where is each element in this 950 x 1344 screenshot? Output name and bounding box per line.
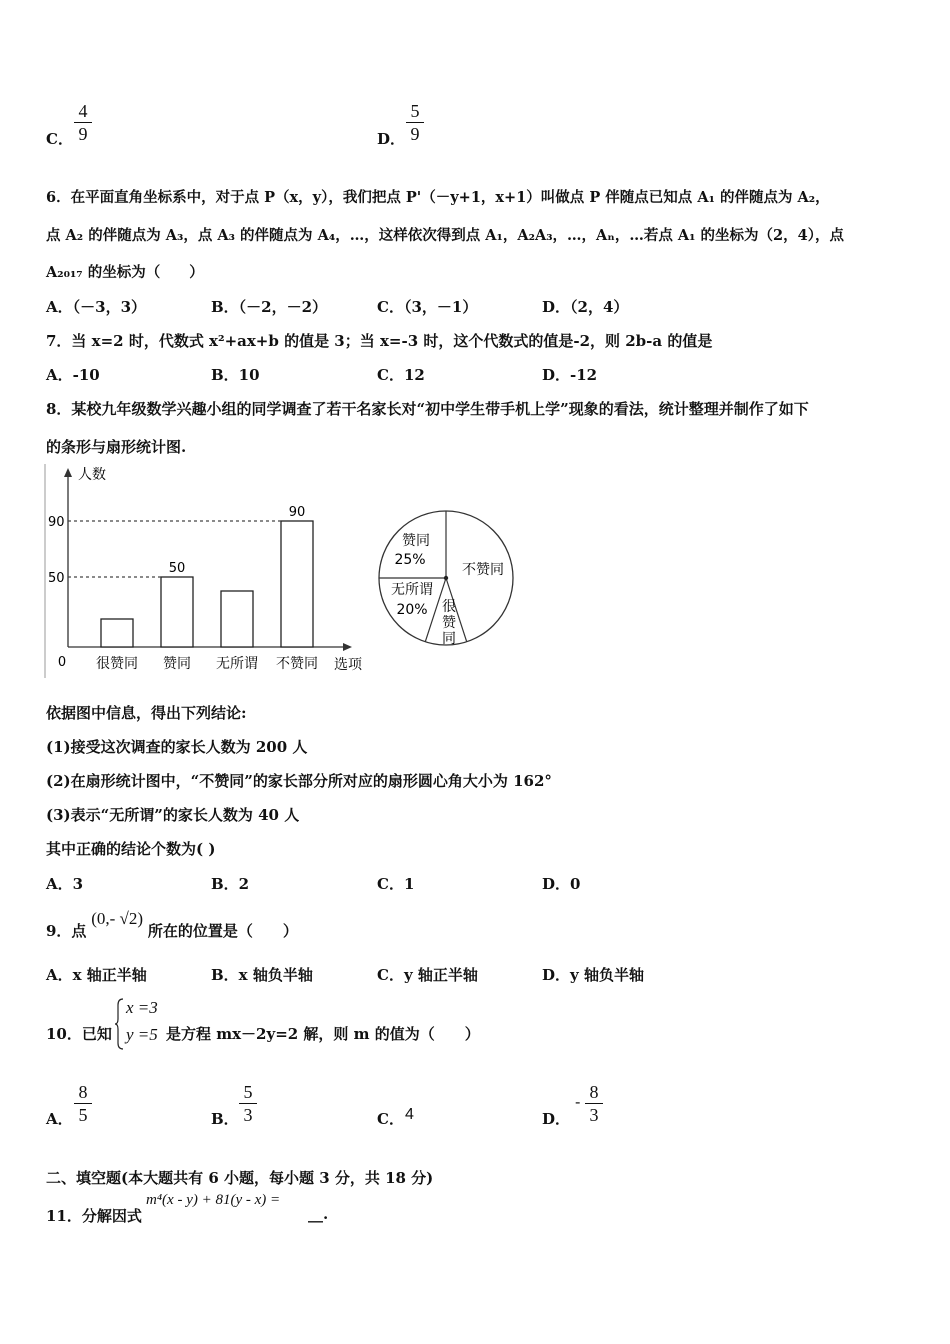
q6-line-2: 点 A₂ 的伴随点为 A₃，点 A₃ 的伴随点为 A₄，…，这样依次得到点 A₁，A₂A₃，…，Aₙ，…若点 A₁ 的坐标为（2，4），点 <box>46 227 844 244</box>
pie-chart <box>372 505 518 651</box>
q8-conclusion-1: (1)接受这次调查的家长人数为 200 人 <box>46 738 308 756</box>
q8-line-2: 的条形与扇形统计图. <box>46 438 187 456</box>
q7-text: 7．当 x=2 时，代数式 x²+ax+b 的值是 3；当 x=-3 时，这个代数式的值是-2，则 2b-a 的值是 <box>46 332 713 350</box>
q8-ask: 其中正确的结论个数为( ) <box>46 840 216 858</box>
bar-data-label: 90 <box>288 505 306 520</box>
q9-option-a: A．x 轴正半轴 <box>46 966 147 984</box>
pie-percent-wusuowei: 20% <box>396 602 428 618</box>
q9-suffix: 所在的位置是（ ） <box>147 922 298 940</box>
x-tick-label: 赞同 <box>163 656 191 672</box>
bar-赞同 <box>161 577 193 647</box>
option-label: A． <box>46 1110 73 1128</box>
q10-prefix: 10．已知 <box>46 1025 112 1043</box>
pie-percent-zantong: 25% <box>394 552 426 568</box>
fraction-numerator: 4 <box>78 101 88 121</box>
pie-center-dot <box>444 576 448 580</box>
q9-option-c: C．y 轴正半轴 <box>377 966 478 984</box>
q6-option-a: A．（－3，3） <box>46 298 147 316</box>
q11-answer-blank: __. <box>308 1205 329 1223</box>
q6-option-c: C．（3，－1） <box>377 298 478 316</box>
fraction <box>406 101 424 144</box>
q9-point: (0,- √2) <box>91 909 144 928</box>
fraction-denominator: 3 <box>589 1105 599 1125</box>
q6-line-3: A₂₀₁₇ 的坐标为（ ） <box>46 264 204 281</box>
x-axis-arrow <box>343 643 352 651</box>
q7-option-b: B．10 <box>211 366 260 384</box>
q7-option-a: A．-10 <box>46 366 100 384</box>
system-eq-2: y =5 <box>126 1025 158 1044</box>
x-tick-label: 无所谓 <box>216 656 258 672</box>
bar-无所谓 <box>221 591 253 647</box>
pie-label-zantong: 赞同 <box>402 533 430 549</box>
q8-line-1: 8．某校九年级数学兴趣小组的同学调查了若干名家长对“初中学生带手机上学”现象的看法，统计整理并制作了如下 <box>46 400 809 418</box>
minus-sign: - <box>575 1092 581 1111</box>
q10-suffix: 是方程 mx－2y=2 解，则 m 的值为（ ） <box>166 1025 480 1043</box>
fraction-numerator: 5 <box>243 1082 253 1102</box>
option-value: 4 <box>405 1106 414 1123</box>
q11-expression: m⁴(x - y) + 81(y - x) = <box>146 1192 281 1208</box>
q6-option-d: D．（2，4） <box>542 298 629 316</box>
pie-label-henzantong-char: 同 <box>442 631 456 647</box>
pie-label-buzantong: 不赞同 <box>462 562 504 578</box>
option-label: C． <box>46 130 73 148</box>
origin-label: 0 <box>57 655 67 670</box>
q8-conclusion-3: (3)表示“无所谓”的家长人数为 40 人 <box>46 806 300 824</box>
section-2-title: 二、填空题(本大题共有 6 小题，每小题 3 分，共 18 分) <box>46 1169 434 1187</box>
q7-option-c: C．12 <box>377 366 425 384</box>
bar-chart <box>40 462 380 680</box>
q8-conclusion-2: (2)在扇形统计图中，“不赞同”的家长部分所对应的扇形圆心角大小为 162° <box>46 772 552 790</box>
option-label: D． <box>377 130 406 148</box>
q8-option-c: C．1 <box>377 875 415 893</box>
q8-option-a: A．3 <box>46 875 84 893</box>
pie-label-henzantong-char: 赞 <box>442 615 456 631</box>
q8-option-b: B．2 <box>211 875 250 893</box>
y-axis-arrow <box>64 468 72 477</box>
pie-label-wusuowei: 无所谓 <box>391 582 433 598</box>
fraction-denominator: 9 <box>78 124 88 144</box>
q9-line <box>46 908 298 940</box>
y-axis-label: 人数 <box>78 467 106 483</box>
fraction-denominator: 9 <box>410 124 420 144</box>
option-label: D． <box>542 1110 571 1128</box>
q6-line-1: 6．在平面直角坐标系中，对于点 P（x，y），我们把点 P'（－y+1，x+1）叫做点 P 伴随点已知点 A₁ 的伴随点为 A₂， <box>46 189 830 206</box>
q8-option-d: D．0 <box>542 875 581 893</box>
pie-label-henzantong-char: 很 <box>442 599 456 615</box>
fraction <box>74 1082 92 1125</box>
q9-prefix: 9．点 <box>46 922 87 940</box>
y-tick-label: 50 <box>48 571 65 586</box>
option-label: C． <box>377 1110 404 1128</box>
fraction <box>74 101 92 144</box>
option-label: B． <box>211 1110 239 1128</box>
q8-after-text: 依据图中信息，得出下列结论: <box>46 704 247 722</box>
fraction-denominator: 3 <box>243 1105 253 1125</box>
fraction-numerator: 8 <box>589 1082 599 1102</box>
bar-不赞同 <box>281 521 313 647</box>
y-tick-label: 90 <box>48 515 65 530</box>
fraction-denominator: 5 <box>78 1105 88 1125</box>
fraction <box>585 1082 603 1125</box>
q9-option-d: D．y 轴负半轴 <box>542 966 644 984</box>
bar-data-label: 50 <box>168 561 186 576</box>
q7-option-d: D．-12 <box>542 366 598 384</box>
brace-icon <box>114 997 124 1051</box>
x-tick-label: 不赞同 <box>276 656 318 672</box>
system-eq-1: x =3 <box>126 998 158 1017</box>
x-tick-label: 很赞同 <box>96 656 138 672</box>
x-axis-label: 选项 <box>334 657 362 673</box>
q10-equation-system <box>114 997 164 1051</box>
fraction-numerator: 8 <box>78 1082 88 1102</box>
q6-option-b: B．（－2，－2） <box>211 298 328 316</box>
fraction-numerator: 5 <box>410 101 420 121</box>
bar-很赞同 <box>101 619 133 647</box>
q9-option-b: B．x 轴负半轴 <box>211 966 313 984</box>
q11-prefix: 11．分解因式 <box>46 1207 142 1225</box>
fraction <box>239 1082 257 1125</box>
